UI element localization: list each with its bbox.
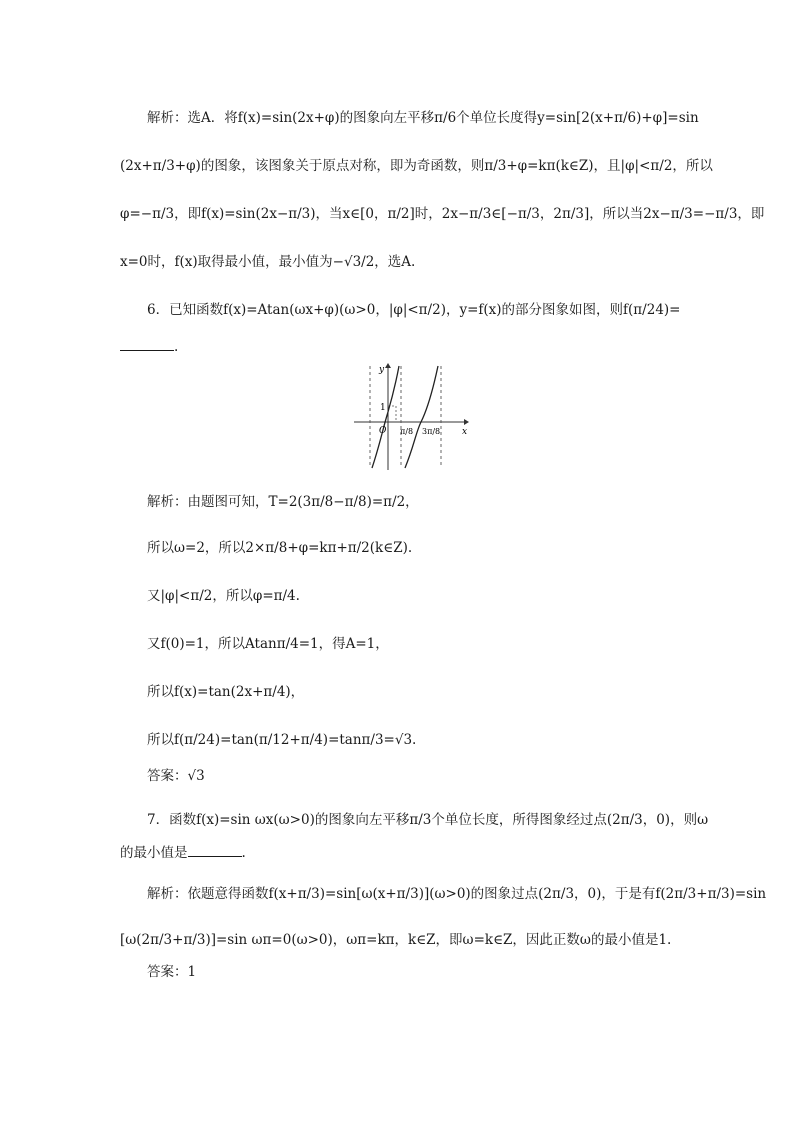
tangent-graph [352, 362, 470, 472]
tan-branch-2 [405, 366, 441, 468]
solution5-line2: (2x+π/3+φ)的图象，该图象关于原点对称，即为奇函数，则π/3+φ=kπ(k∈Z)，且|φ|<π/2，所以 [120, 158, 713, 174]
x-tick-pi-over-8: π/8 [400, 427, 414, 436]
tangent-graph-figure [352, 362, 470, 472]
origin-label: O [379, 426, 387, 436]
y-axis-arrow [385, 363, 391, 368]
solution6-line3: 又|φ|<π/2，所以φ=π/4. [147, 588, 300, 604]
solution6-line2: 所以ω=2，所以2×π/8+φ=kπ+π/2(k∈Z). [147, 540, 413, 556]
solution5-line4: x=0时，f(x)取得最小值，最小值为−√3/2，选A. [120, 254, 416, 270]
tan-branch-1 [372, 366, 399, 468]
question7-line1: 7．函数f(x)=sin ωx(ω>0)的图象向左平移π/3个单位长度，所得图象经过点(2π/3，0)，则ω [147, 812, 709, 828]
question7-line2: 的最小值是 . [120, 842, 680, 863]
y-axis-label: y [379, 365, 385, 375]
question6-line2: . [120, 336, 680, 357]
answer7: 答案：1 [147, 964, 197, 980]
answer-blank [120, 336, 174, 351]
answer-blank [188, 842, 242, 857]
solution7-line1: 解析：依题意得函数f(x+π/3)=sin[ω(x+π/3)](ω>0)的图象过点(2π/3，0)，于是有f(2π/3+π/3)=sin [147, 886, 767, 902]
x-axis-arrow [464, 419, 469, 425]
y-tick-label: 1 [380, 403, 386, 413]
solution6-line6: 所以f(π/24)=tan(π/12+π/4)=tanπ/3=√3. [147, 732, 417, 748]
solution7-line2: [ω(2π/3+π/3)]=sin ωπ=0(ω>0)，ωπ=kπ，k∈Z，即ω=k∈Z，因此正数ω的最小值是1. [120, 932, 672, 948]
solution5-line1: 解析：选A．将f(x)=sin(2x+φ)的图象向左平移π/6个单位长度得y=sin[2(x+π/6)+φ]=sin [147, 110, 699, 126]
solution5-line3: φ=−π/3，即f(x)=sin(2x−π/3)，当x∈[0，π/2]时，2x−π/3∈[−π/3，2π/3]，所以当2x−π/3=−π/3，即 [120, 206, 765, 222]
x-axis-label: x [462, 427, 468, 437]
solution6-line4: 又f(0)=1，所以Atanπ/4=1，得A=1， [147, 636, 389, 652]
solution6-line1: 解析：由题图可知，T=2(3π/8−π/8)=π/2， [147, 494, 419, 510]
x-tick-3pi-over-8: 3π/8 [422, 427, 441, 436]
solution6-line5: 所以f(x)=tan(2x+π/4)， [147, 684, 305, 700]
question6-line1: 6．已知函数f(x)=Atan(ωx+φ)(ω>0，|φ|<π/2)，y=f(x)的部分图象如图，则f(π/24)= [147, 302, 681, 318]
answer6: 答案：√3 [147, 768, 205, 784]
